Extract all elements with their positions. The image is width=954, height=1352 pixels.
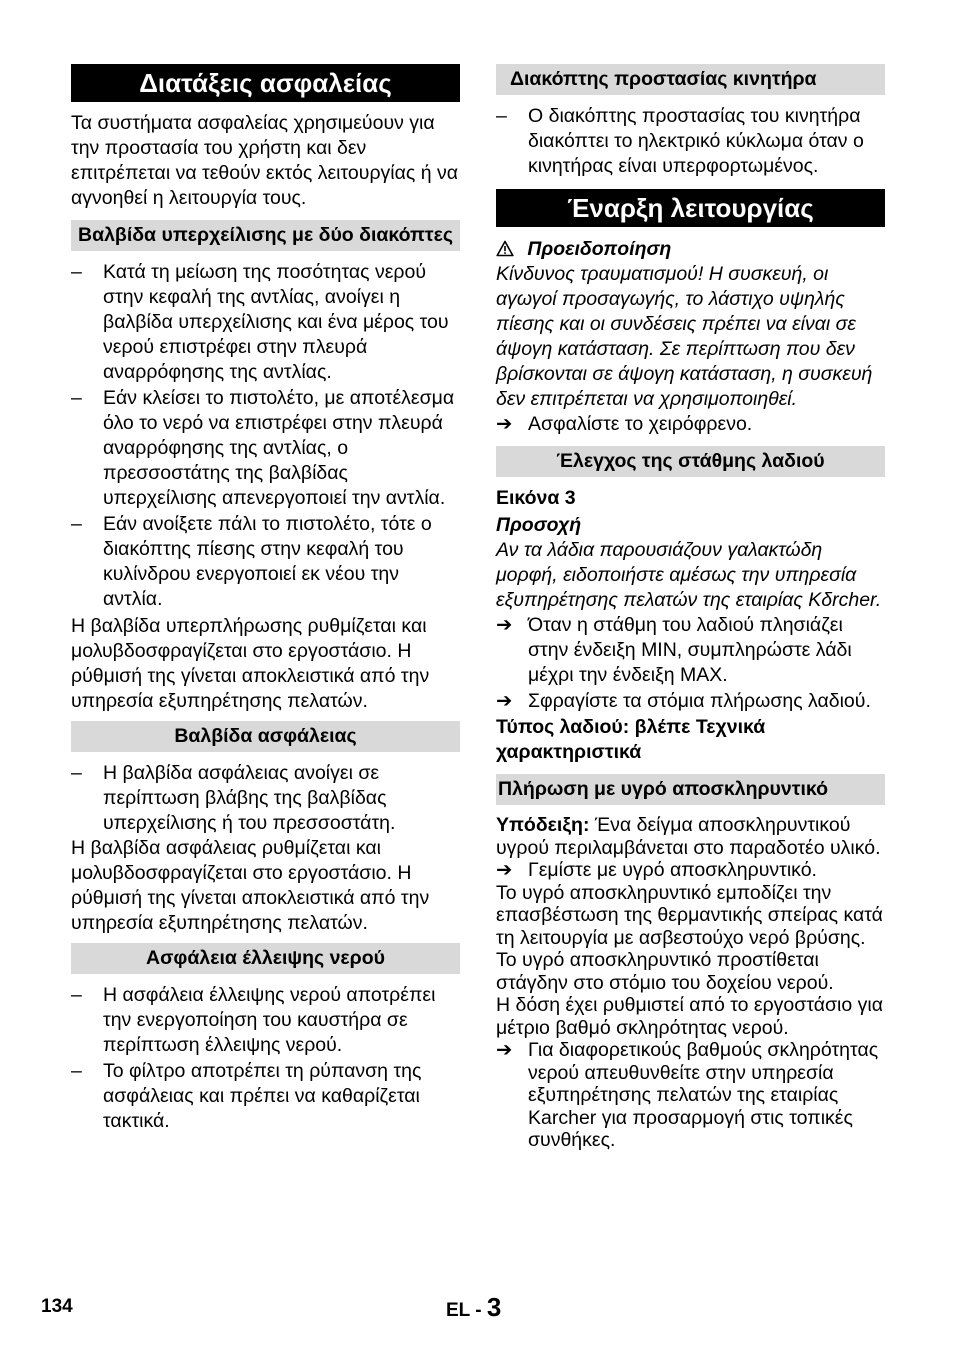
softener-para-1: Το υγρό αποσκληρυντικό εμποδίζει την επασβέστωση της θερμαντικής σπείρας κατά τη λειτουργία με ασβεστούχο νερό βρύσης. Το υγρό αποσκληρυντικό προστίθεται στάγδην στο στόμιο του δοχείου νερού. — [496, 881, 883, 994]
list-item: – Εάν ανοίξετε πάλι το πιστολέτο, τότε ο διακόπτης πίεσης στην κεφαλή του κυλίνδρου ενεργοποιεί εκ νέου την αντλία. — [71, 512, 460, 612]
page-number: 134 — [41, 1296, 73, 1317]
caution-label: Προσοχή — [496, 514, 582, 536]
safety-intro: Τα συστήματα ασφαλείας χρησιμεύουν για την προστασία του χρήστη και δεν επιτρέπεται να τεθούν εκτός λειτουργίας ή να αγνοηθεί η λειτουργία τους. — [71, 112, 458, 209]
subheading-water-shortage: Ασφάλεια έλλειψης νερού — [71, 943, 460, 974]
step-softener-contact: ➔ Για διαφορετικούς βαθμούς σκληρότητας νερού απευθυνθείτε στην υπηρεσία εξυπηρέτησης πελατών της εταιρίας Karcher για προσαρμογή στις τοπικές συνθήκες. — [496, 1039, 879, 1151]
subheading-oil-level: Έλεγχος της στάθμης λαδιού — [496, 446, 885, 477]
left-column — [71, 64, 460, 1134]
motor-protection-list — [496, 104, 885, 179]
water-shortage-list — [71, 983, 460, 1134]
figure-reference: Εικόνα 3 — [496, 487, 576, 509]
list-item: – Ο διακόπτης προστασίας του κινητήρα διακόπτει το ηλεκτρικό κύκλωμα όταν ο κινητήρας είναι υπερφορτωμένος. — [496, 104, 885, 179]
caution-text: Αν τα λάδια παρουσιάζουν γαλακτώδη μορφή, ειδοποιήστε αμέσως την υπηρεσία εξυπηρέτησης πελατών της εταιρίας Kδrcher. — [496, 539, 882, 611]
section-number: 3 — [486, 1292, 502, 1322]
hint-text: Ένα δείγμα αποσκληρυντικού υγρού περιλαμβάνεται στο παραδοτέο υλικό. — [496, 814, 881, 859]
right-column — [496, 64, 885, 1152]
arrow-right-icon: ➔ — [496, 690, 513, 712]
safety-valve-list — [71, 761, 460, 836]
arrow-right-icon: ➔ — [496, 413, 513, 435]
list-item: – Κατά τη μείωση της ποσότητας νερού στην κεφαλή της αντλίας, ανοίγει η βαλβίδα υπερχείλισης και ένα μέρος του νερού επιστρέφει στην πλευρά αναρρόφησης της αντλίας. — [71, 260, 460, 385]
softener-hint — [496, 814, 885, 859]
language-code: EL - — [446, 1300, 482, 1321]
overflow-valve-note: Η βαλβίδα υπερπλήρωσης ρυθμίζεται και μολυβδοσφραγίζεται στο εργοστάσιο. Η ρύθμισή της γίνεται αποκλειστικά από την υπηρεσία εξυπηρέτησης πελατών. — [71, 615, 430, 712]
step-oil-seal: ➔ Σφραγίστε τα στόμια πλήρωσης λαδιού. — [496, 690, 871, 712]
page-code — [446, 1292, 501, 1323]
softener-para-2: Η δόση έχει ρυθμιστεί από το εργοστάσιο για μέτριο βαθμό σκληρότητας νερού. — [496, 994, 884, 1039]
arrow-right-icon: ➔ — [496, 614, 513, 636]
step-handbrake: ➔ Ασφαλίστε το χειρόφρενο. — [496, 413, 753, 435]
warning-text: Κίνδυνος τραυματισμού! Η συσκευή, οι αγωγοί προσαγωγής, το λάστιχο υψηλής πίεσης και οι συνδέσεις πρέπει να είναι σε άψογη κατάσταση. Σε περίπτωση που δεν βρίσκονται σε άψογη κατάσταση, η συσκευή δεν επιτρέπεται να χρησιμοποιηθεί. — [496, 263, 873, 410]
safety-valve-note: Η βαλβίδα ασφάλειας ρυθμίζεται και μολυβδοσφραγίζεται στο εργοστάσιο. Η ρύθμισή της γίνεται αποκλειστικά από την υπηρεσία εξυπηρέτησης πελατών. — [71, 837, 430, 934]
arrow-right-icon: ➔ — [496, 1039, 513, 1061]
step-oil-fill: ➔ Όταν η στάθμη του λαδιού πλησιάζει στην ένδειξη MIN, συμπληρώστε λάδι μέχρι την ένδειξη MAX. — [496, 614, 852, 686]
step-softener-fill: ➔ Γεμίστε με υγρό αποσκληρυντικό. — [496, 859, 817, 881]
list-item: – Εάν κλείσει το πιστολέτο, με αποτέλεσμα όλο το νερό να επιστρέφει στην πλευρά αναρρόφησης της αντλίας, ο πρεσσοστάτης της βαλβίδας υπερχείλισης απενεργοποιεί την αντλία. — [71, 386, 460, 511]
section-heading-safety-devices: Διατάξεις ασφαλείας — [71, 64, 460, 102]
overflow-valve-list — [71, 260, 460, 612]
subheading-safety-valve: Βαλβίδα ασφάλειας — [71, 721, 460, 752]
list-item: – Η βαλβίδα ασφάλειας ανοίγει σε περίπτωση βλάβης της βαλβίδας υπερχείλισης ή του πρεσσοστάτη. — [71, 761, 460, 836]
warning-label: Προειδοποίηση — [527, 238, 672, 260]
arrow-right-icon: ➔ — [496, 859, 513, 881]
oil-type: Τύπος λαδιού: βλέπε Τεχνικά χαρακτηριστικά — [496, 716, 766, 763]
subheading-motor-protection: Διακόπτης προστασίας κινητήρα — [496, 64, 885, 95]
hint-label: Υπόδειξη: — [496, 814, 590, 836]
list-item: – Το φίλτρο αποτρέπει τη ρύπανση της ασφάλειας και πρέπει να καθαρίζεται τακτικά. — [71, 1059, 460, 1134]
warning-label-line — [496, 237, 885, 262]
section-heading-start-up: Έναρξη λειτουργίας — [496, 189, 885, 227]
warning-triangle-icon — [496, 240, 514, 257]
softener-block — [496, 814, 885, 1152]
list-item: – Η ασφάλεια έλλειψης νερού αποτρέπει την ενεργοποίηση του καυστήρα σε περίπτωση έλλειψης νερού. — [71, 983, 460, 1058]
subheading-overflow-valve: Βαλβίδα υπερχείλισης με δύο διακόπτες — [71, 220, 460, 251]
subheading-softener: Πλήρωση με υγρό αποσκληρυντικό — [496, 774, 885, 805]
